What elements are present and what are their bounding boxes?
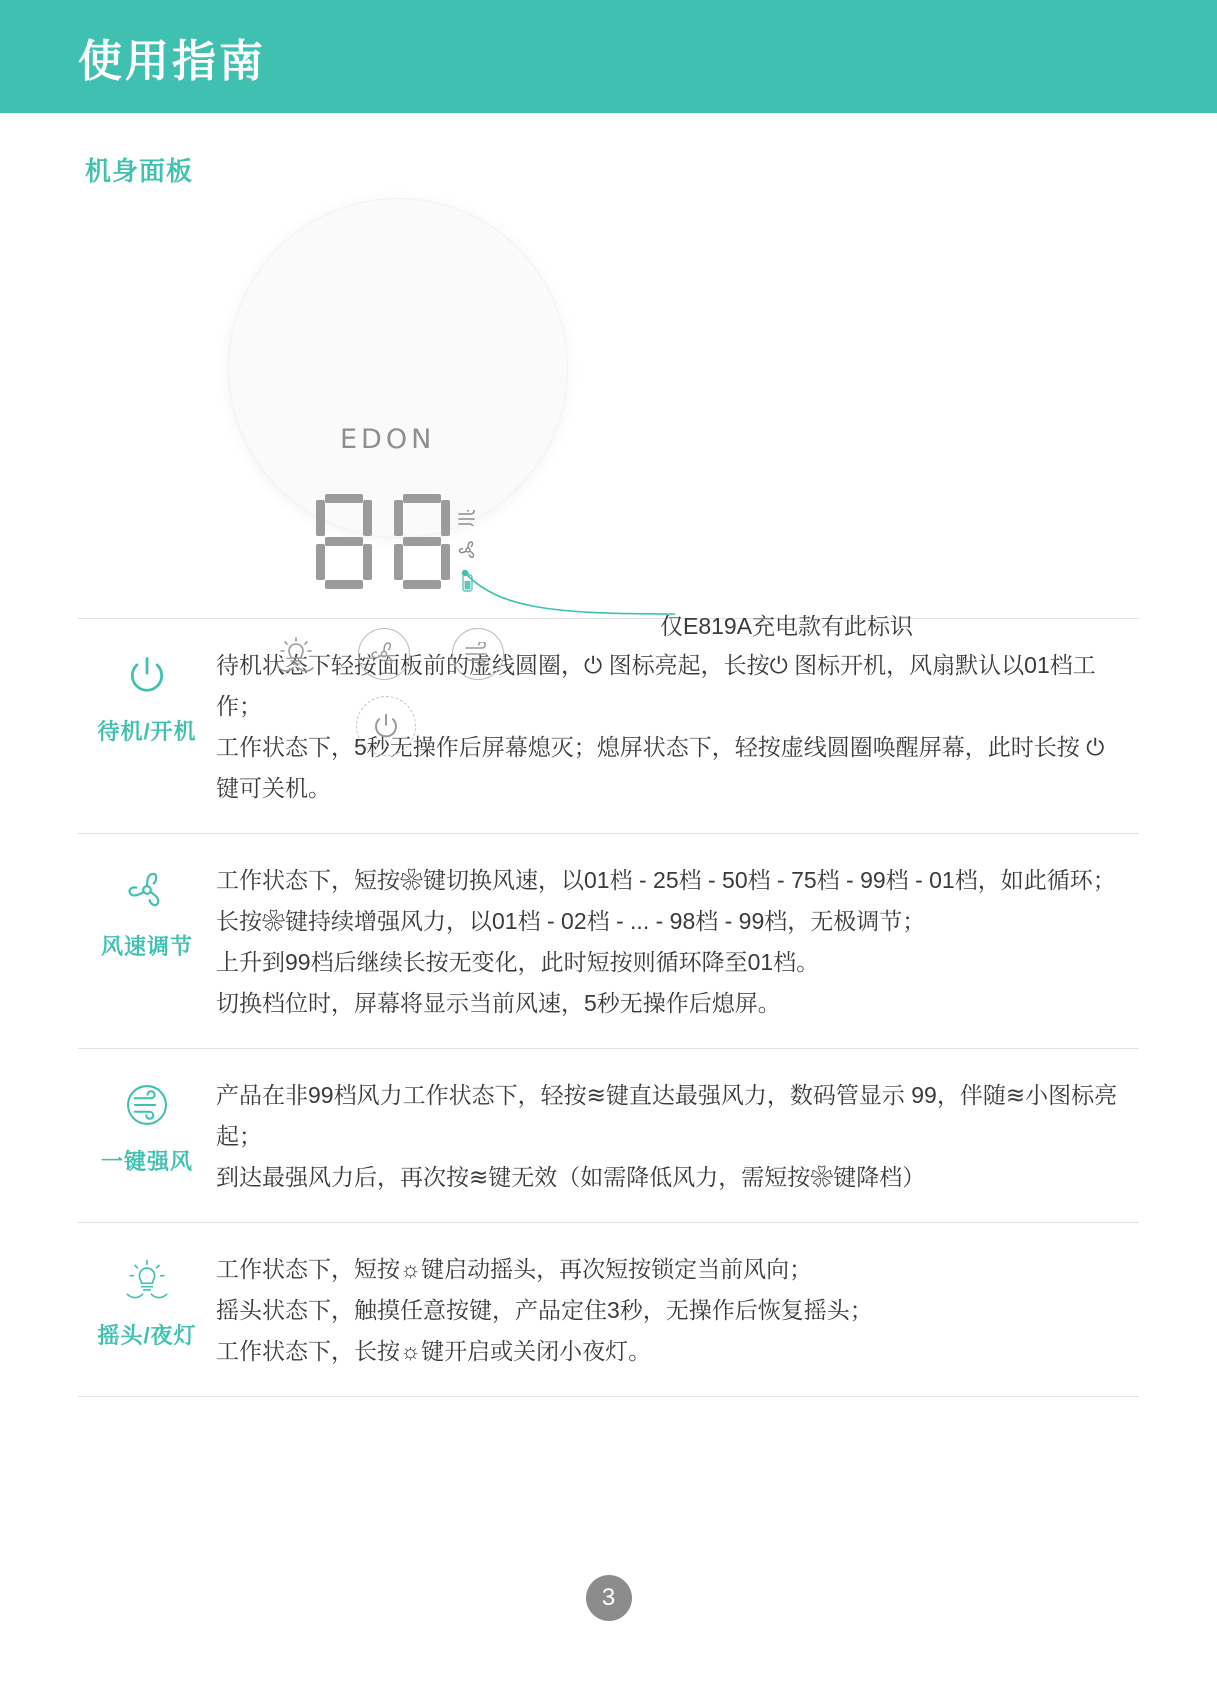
row-icon-column	[78, 1249, 216, 1372]
display-digit-left	[316, 494, 372, 589]
power-icon	[78, 649, 216, 701]
row-icon-column	[78, 860, 216, 1024]
row-text	[216, 860, 1139, 1024]
panel-turbo-wind-button[interactable]	[452, 628, 504, 680]
turbo-icon	[78, 1079, 216, 1131]
row-line: 上升到99档后继续长按无变化，此时短按则循环降至01档。	[216, 949, 820, 975]
page-header	[0, 0, 1217, 113]
row-line: 工作状态下，短按❀键切换风速，以01档 - 25档 - 50档 - 75档 - 99档 - 01档，如此循环；	[216, 867, 1116, 893]
row-line: 摇头状态下，触摸任意按键，产品定住3秒，无操作后恢复摇头；	[216, 1297, 873, 1323]
row-label: 风速调节	[100, 934, 193, 959]
row-text	[216, 645, 1139, 809]
section-title: 机身面板	[85, 156, 194, 186]
page-number-badge: 3	[586, 1575, 632, 1621]
row-line: 工作状态下，长按☼键开启或关闭小夜灯。	[216, 1338, 652, 1364]
fan-icon	[78, 864, 216, 916]
row-line: 工作状态下，5秒无操作后屏幕熄灭；熄屏状态下，轻按虚线圆圈唤醒屏幕，此时长按 ⏻ 键可关机。	[216, 734, 1105, 801]
callout-leader-line	[460, 568, 680, 628]
swing-light-icon	[78, 1253, 216, 1305]
callout-text: 仅E819A充电款有此标识	[660, 613, 914, 639]
device-panel-illustration	[0, 188, 1217, 639]
row-line: 到达最强风力后，再次按≋键无效（如需降低风力，需短按❀键降档）	[216, 1164, 926, 1190]
row-label: 待机/开机	[97, 719, 197, 744]
fan-speed-indicator-icon	[455, 538, 481, 572]
panel-night-light-swing-button[interactable]	[272, 630, 320, 678]
display-digit-right	[394, 494, 450, 589]
row-line: 待机状态下轻按面板前的虚线圆圈，⏻ 图标亮起，长按⏻ 图标开机，风扇默认以01档工作；	[216, 652, 1096, 719]
panel-circle	[228, 198, 568, 538]
panel-power-button[interactable]	[356, 696, 416, 756]
instruction-rows	[78, 618, 1139, 1397]
brand-logo: EDON	[340, 424, 436, 455]
digital-display	[316, 494, 450, 589]
instruction-row-turbo	[78, 1049, 1139, 1223]
row-label: 摇头/夜灯	[97, 1323, 197, 1348]
row-icon-column	[78, 1075, 216, 1198]
row-label: 一键强风	[100, 1149, 193, 1174]
row-line: 长按❀键持续增强风力，以01档 - 02档 - ... - 98档 - 99档，无极调节；	[216, 908, 926, 934]
row-line: 产品在非99档风力工作状态下，轻按≋键直达最强风力，数码管显示 99，伴随≋小图标亮起；	[216, 1082, 1118, 1149]
turbo-wind-indicator-icon	[455, 504, 481, 538]
instruction-row-standby-power	[78, 619, 1139, 834]
row-line: 工作状态下，短按☼键启动摇头，再次短按锁定当前风向；	[216, 1256, 813, 1282]
instruction-row-fan-speed	[78, 834, 1139, 1049]
instruction-row-swing-light	[78, 1223, 1139, 1397]
row-line: 切换档位时，屏幕将显示当前风速，5秒无操作后熄屏。	[216, 990, 781, 1016]
row-text	[216, 1075, 1139, 1198]
row-icon-column	[78, 645, 216, 809]
row-text	[216, 1249, 1139, 1372]
panel-fan-speed-button[interactable]	[358, 628, 410, 680]
page-title: 使用指南	[78, 36, 266, 86]
